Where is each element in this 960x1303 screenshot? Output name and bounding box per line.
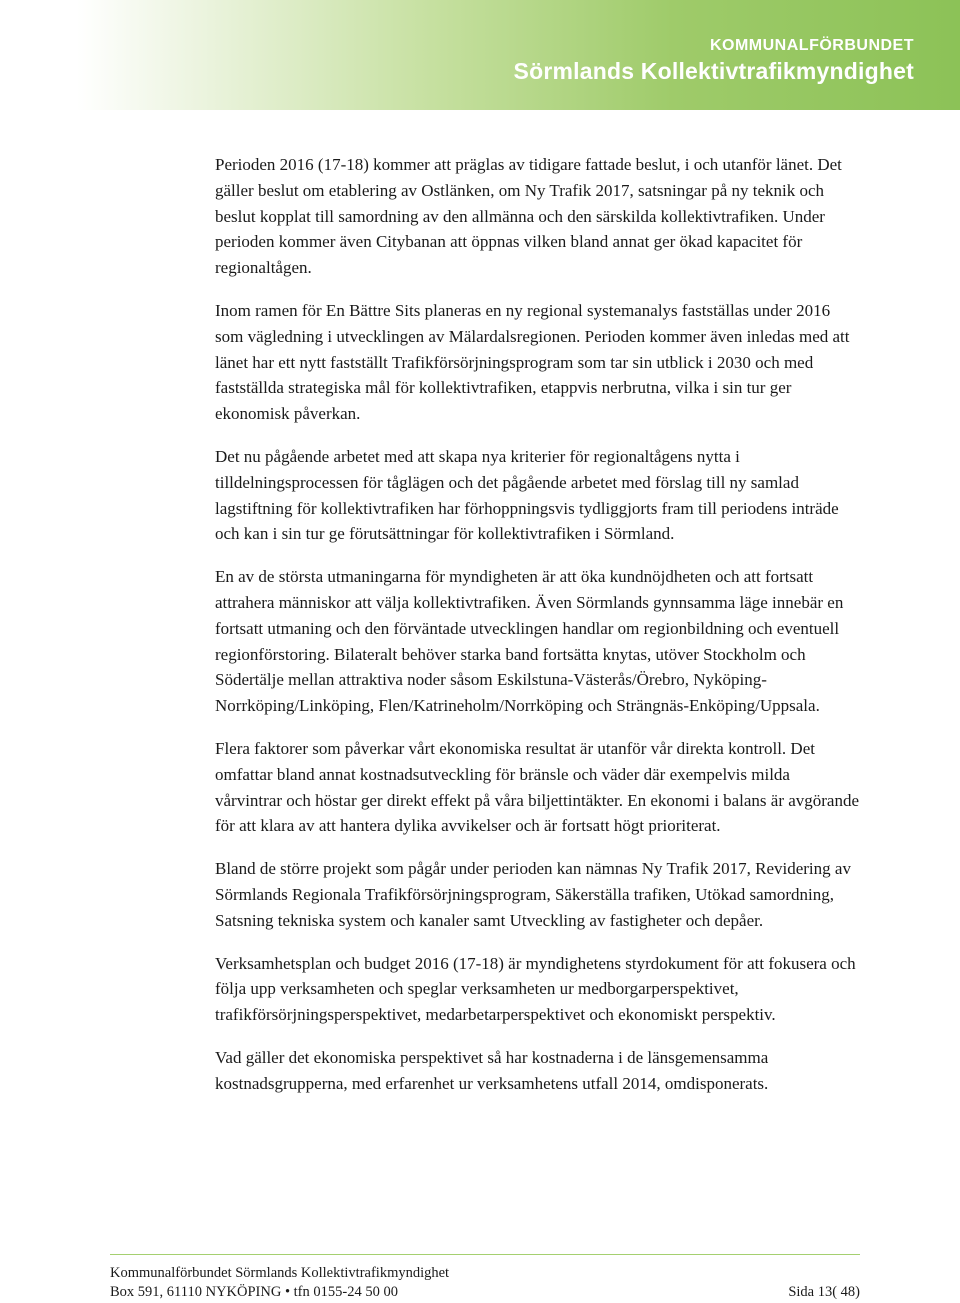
paragraph: Bland de större projekt som pågår under perioden kan nämnas Ny Trafik 2017, Revidering av Sörmlands Regionala Trafikförsörjningsprogram, Säkerställa trafiken, Utökad samordning, Satsning tekniska system och kanaler samt Utveckling av fastigheter och depåer. — [215, 859, 851, 930]
paragraph: Flera faktorer som påverkar vårt ekonomiska resultat är utanför vår direkta kontroll. Det omfattar bland annat kostnadsutveckling för bränsle och väder där exempelvis milda vårvintrar och höstar ger direkt effekt på våra biljettintäkter. En ekonomi i balans är avgörande för att klara av att hantera dylika avvikelser och är fortsatt högt prioriterat. — [215, 738, 860, 836]
page-number: Sida 13( 48) — [788, 1284, 860, 1300]
footer-divider — [110, 1254, 860, 1255]
org-type-label: KOMMUNALFÖRBUNDET — [709, 37, 914, 54]
paragraph: En av de största utmaningarna för myndigheten är att öka kundnöjdheten och att fortsatt attrahera människor att välja kollektivtrafiken. Även Sörmlands gynnsamma läge innebär en fortsatt utmaning och den förväntade utvecklingen handlar om regionbildning och eventuell regionförstoring. Bilateralt behöver starka band fortsätta knytas, utöver Stockholm och Södertälje mellan attraktiva noder såsom Eskilstuna-Västerås/Örebro, Nyköping-Norrköping/Linköping, Flen/Katrineholm/Norrköping och Strängnäs-Enköping/Uppsala. — [215, 567, 844, 716]
paragraph: Det nu pågående arbetet med att skapa nya kriterier för regionaltågens nytta i tilldelningsprocessen för tåglägen och det pågående arbetet med förslag till ny samlad lagstiftning för kollektivtrafiken har förhoppningsvis tydliggjorts fram till periodens inträde och kan i sin tur ge förutsättningar för kollektivtrafiken i Sörmland. — [215, 446, 839, 544]
paragraph: Vad gäller det ekonomiska perspektivet så har kostnaderna i de länsgemensamma kostnadsgrupperna, med erfarenhet ur verksamhetens utfall 2014, omdisponerats. — [215, 1047, 769, 1093]
paragraph: Verksamhetsplan och budget 2016 (17-18) är myndighetens styrdokument för att fokusera och följa upp verksamheten och speglar verksamheten ur medborgarperspektivet, trafikförsörjningsperspektivet, medarbetarperspektivet och ekonomiskt perspektiv. — [215, 953, 856, 1025]
body-text — [215, 152, 860, 1114]
footer-address: Box 591, 61110 NYKÖPING • tfn 0155-24 50 00 — [110, 1284, 398, 1300]
paragraph: Inom ramen för En Bättre Sits planeras en ny regional systemanalys fastställas under 2016 som vägledning i utvecklingen av Mälardalsregionen. Perioden kommer även inledas med att länet har ett nytt fastställt Trafikförsörjningsprogram som tar sin utblick i 2030 och med fastställda strategiska mål för kollektivtrafiken, etappvis nerbrutna, vilka i sin tur ger ekonomisk påverkan. — [215, 300, 850, 424]
org-name-label: Sörmlands Kollektivtrafikmyndighet — [513, 58, 914, 84]
page-footer — [110, 1264, 860, 1302]
footer-org: Kommunalförbundet Sörmlands Kollektivtrafikmyndighet — [110, 1265, 450, 1281]
organization-logo — [514, 36, 914, 86]
paragraph: Perioden 2016 (17-18) kommer att präglas av tidigare fattade beslut, i och utanför länet. Det gäller beslut om etablering av Ostlänken, om Ny Trafik 2017, satsningar på ny teknik och beslut kopplat till samordning av den allmänna och den särskilda kollektivtrafiken. Under perioden kommer även Citybanan att öppnas vilken bland annat ger ökad kapacitet för regionaltågen. — [215, 155, 842, 278]
header-banner — [0, 0, 960, 110]
